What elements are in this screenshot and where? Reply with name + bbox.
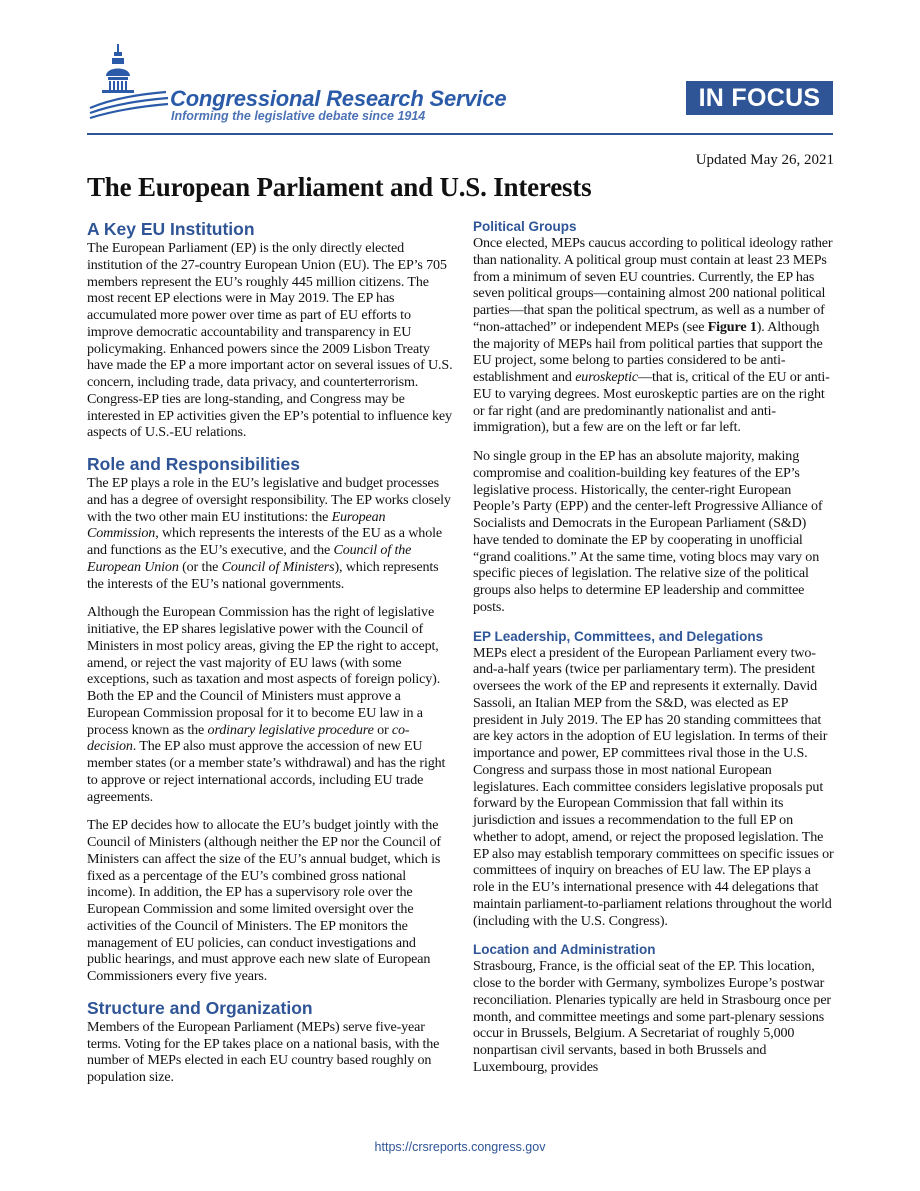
figure-1-reference: Figure 1	[707, 318, 757, 335]
document-title: The European Parliament and U.S. Interests	[87, 172, 592, 202]
in-focus-badge: IN FOCUS	[686, 81, 833, 115]
capitol-dome-icon	[88, 42, 170, 124]
right-column	[473, 218, 835, 1088]
footer-url-link[interactable]: https://crsreports.congress.gov	[374, 1140, 546, 1154]
paragraph-key-eu: The European Parliament (EP) is the only directly elected institution of the 27-country European Union (EU). The EP’s 705 members represent the EU’s roughly 445 million citizens. The most recent EP elections were in May 2019. The EP has accumulated more power over time as part of EU efforts to improve democratic accountability and transparency in EU policymaking. Enhanced powers since the 2009 Lisbon Treaty have made the EP a more important actor on several issues of U.S. concern, including trade, data privacy, and counterterrorism. Congress-EP ties are long-standing, and Congress may be interested in EP activities given the EP’s potential to influence key aspects of U.S.-EU relations.	[87, 240, 453, 441]
term-council-eu: Council of the European Union	[87, 542, 412, 575]
section-heading-key-eu: A Key EU Institution	[87, 219, 255, 239]
header-divider	[87, 133, 833, 135]
paragraph-role-1: The EP plays a role in the EU’s legislative and budget processes and has a degree of oversight responsibility. The EP works closely with the two other main EU institutions: the European Commission, which represents the interests of the EU as a whole and functions as the EU’s executive, and the Council of the European Union (or the Council of Ministers), which represents the interests of the EU’s national governments.	[87, 475, 451, 592]
left-column	[87, 218, 453, 1098]
updated-date: Updated May 26, 2021	[695, 152, 834, 168]
subheading-leadership: EP Leadership, Committees, and Delegations	[473, 628, 764, 644]
term-european-commission: European Commission	[87, 508, 386, 542]
org-tagline: Informing the legislative debate since 1914	[171, 109, 426, 123]
subheading-location: Location and Administration	[473, 942, 656, 958]
org-name: Congressional Research Service	[170, 86, 507, 111]
paragraph-role-3: The EP decides how to allocate the EU’s budget jointly with the Council of Ministers (although neither the EP nor the Council of Ministers can affect the size of the EU’s annual budget, which is fixed as a percentage of the EU’s combined gross national income). In addition, the EP has a supervisory role over the European Commission and some limited oversight over the activities of the Council of Ministers. The EP monitors the management of EU policies, can conduct investigations and public hearings, and must approve each new slate of European Commissioners every five years.	[87, 817, 441, 984]
paragraph-role-2: Although the European Commission has the right of legislative initiative, the EP shares legislative power with the Council of Ministers in most policy areas, giving the EP the right to accept, amend, or reject the vast majority of EU laws (with some exceptions, such as taxation and most aspects of foreign policy). Both the EP and the Council of Ministers must approve a European Commission proposal for it to become EU law in a process known as the ordinary legislative procedure or co-decision. The EP also must approve the accession of new EU member states (or a member state’s withdrawal) and has the right to approve or reject international accords, including EU trade agreements.	[87, 604, 446, 805]
term-ordinary-legislative-procedure: ordinary legislative procedure	[207, 721, 374, 738]
paragraph-political-groups-2: No single group in the EP has an absolute majority, making compromise and coalition-building key features of the EP’s legislative process. Historically, the center-right European People’s Party (EPP) and the center-left Progressive Alliance of Socialists and Democrats in the European Parliament (S&D) have tended to dominate the EP by cooperating in unofficial “grand coalitions.” At the same time, voting blocs may vary on specific pieces of legislation. The relative size of the political groups also helps to determine EP leadership and committee posts.	[473, 448, 823, 615]
paragraph-political-groups-1: Once elected, MEPs caucus according to political ideology rather than nationality. A political group must contain at least 23 MEPs from a minimum of seven EU countries. Currently, the EP has seven political groups—containing almost 200 national political parties—that span the political spectrum, as well as a number of “non-attached” or independent MEPs (see Figure 1). Although the majority of MEPs hail from political parties that support the EU project, some belong to parties considered to be anti-establishment and euroskeptic—that is, critical of the EU or anti-EU to varying degrees. Most euroskeptic parties are on the right or far right (and are predominantly nationalist and anti-immigration), but a few are on the left or far left.	[473, 235, 833, 436]
subheading-political-groups: Political Groups	[473, 219, 577, 234]
term-euroskeptic: euroskeptic	[575, 369, 638, 385]
section-heading-role: Role and Responsibilities	[87, 454, 300, 474]
section-heading-structure: Structure and Organization	[87, 997, 313, 1018]
paragraph-leadership: MEPs elect a president of the European Parliament every two-and-a-half years (twice per parliamentary term). The president oversees the work of the EP and represents it externally. David Sassoli, an Italian MEP from the S&D, was elected as EP president in July 2019. The EP has 20 standing committees that are key actors in the adoption of EU legislation. In terms of their importance and power, EP committees rival those in the U.S. Congress and surpass those in most national European legislatures. Each committee considers legislative proposals put forward by the European Commission that fall within its jurisdiction and issues a recommendation to the full EP on whether to adopt, amend, or reject the proposed legislation. The EP also may establish temporary committees on specific issues or committees of inquiry on breaches of EU law. The EP plays a role in the EU’s international presence with 44 delegations that maintain parliament-to-parliament relations throughout the world (including with the U.S. Congress).	[473, 644, 834, 929]
paragraph-location: Strasbourg, France, is the official seat of the EP. This location, close to the border with Germany, symbolizes Europe’s postwar reconciliation. Plenaries typically are held in Strasbourg once per month, and committee meetings and some part-plenary sessions occur in Brussels, Belgium. A Secretariat of roughly 5,000 nonpartisan civil servants, based in both Brussels and Luxembourg, provides	[473, 958, 831, 1075]
term-co-decision: co-decision	[87, 721, 410, 755]
paragraph-structure: Members of the European Parliament (MEPs) serve five-year terms. Voting for the EP takes place on a national basis, with the number of MEPs elected in each EU country based roughly on population size.	[87, 1018, 440, 1085]
term-council-ministers: Council of Ministers	[221, 558, 335, 575]
